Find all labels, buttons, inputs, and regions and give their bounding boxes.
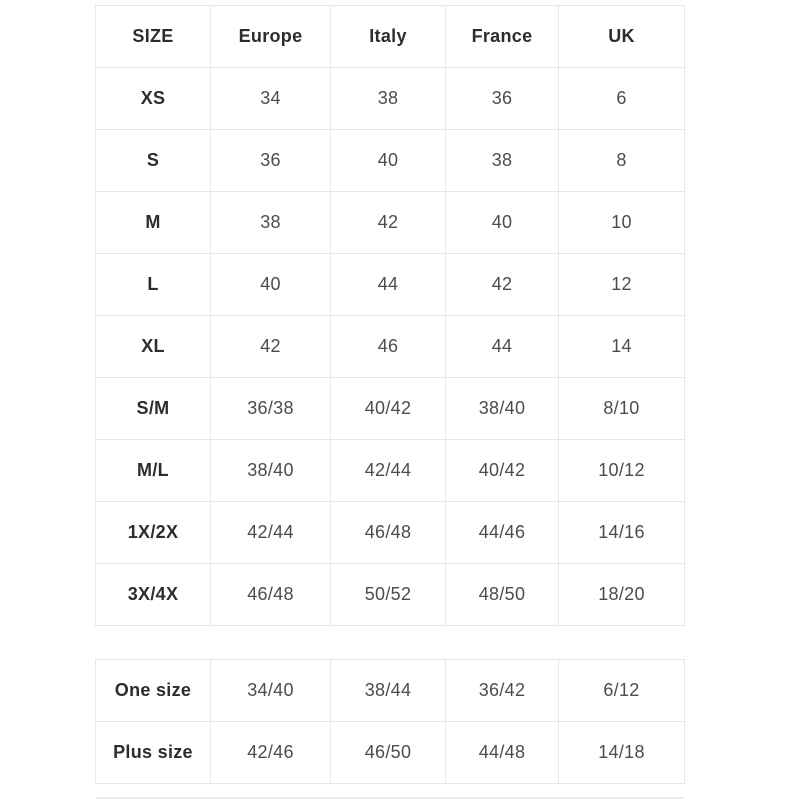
size-label-cell: L	[96, 254, 211, 316]
table-row	[96, 660, 685, 722]
size-value-cell: 8/10	[559, 378, 685, 440]
column-header-uk: UK	[559, 6, 685, 68]
size-value-cell: 38	[331, 68, 446, 130]
column-header-italy: Italy	[331, 6, 446, 68]
size-value-cell: 44/46	[446, 502, 559, 564]
size-value-cell: 14/16	[559, 502, 685, 564]
size-value-cell: 42	[211, 316, 331, 378]
size-value-cell: 42	[446, 254, 559, 316]
size-value-cell: 12	[559, 254, 685, 316]
size-value-cell: 46/50	[331, 722, 446, 784]
size-value-cell: 10	[559, 192, 685, 254]
table-row	[96, 192, 685, 254]
size-value-cell: 36	[446, 68, 559, 130]
special-sizes-table	[95, 659, 685, 784]
size-label-cell: 3X/4X	[96, 564, 211, 626]
size-label-cell: S/M	[96, 378, 211, 440]
size-value-cell: 34/40	[211, 660, 331, 722]
size-value-cell: 46/48	[331, 502, 446, 564]
size-label-cell: M	[96, 192, 211, 254]
size-value-cell: 46	[331, 316, 446, 378]
size-value-cell: 14/18	[559, 722, 685, 784]
size-value-cell: 38	[446, 130, 559, 192]
size-value-cell: 40	[211, 254, 331, 316]
size-conversion-chart	[95, 5, 684, 784]
column-header-size: SIZE	[96, 6, 211, 68]
table-header-row	[96, 6, 685, 68]
size-value-cell: 38/40	[446, 378, 559, 440]
size-conversion-table	[95, 5, 685, 626]
table-row	[96, 440, 685, 502]
size-value-cell: 46/48	[211, 564, 331, 626]
size-value-cell: 36/38	[211, 378, 331, 440]
size-value-cell: 44/48	[446, 722, 559, 784]
size-value-cell: 6/12	[559, 660, 685, 722]
table-row	[96, 254, 685, 316]
size-value-cell: 40/42	[446, 440, 559, 502]
size-value-cell: 38/40	[211, 440, 331, 502]
size-value-cell: 40/42	[331, 378, 446, 440]
size-value-cell: 44	[446, 316, 559, 378]
size-value-cell: 42/44	[331, 440, 446, 502]
size-value-cell: 48/50	[446, 564, 559, 626]
table-row	[96, 316, 685, 378]
size-value-cell: 10/12	[559, 440, 685, 502]
table-row	[96, 564, 685, 626]
size-value-cell: 36	[211, 130, 331, 192]
size-value-cell: 18/20	[559, 564, 685, 626]
table-row	[96, 68, 685, 130]
size-value-cell: 8	[559, 130, 685, 192]
size-value-cell: 14	[559, 316, 685, 378]
size-label-cell: S	[96, 130, 211, 192]
size-value-cell: 42/46	[211, 722, 331, 784]
size-label-cell: M/L	[96, 440, 211, 502]
table-row	[96, 130, 685, 192]
size-value-cell: 42	[331, 192, 446, 254]
size-value-cell: 40	[446, 192, 559, 254]
size-value-cell: 38/44	[331, 660, 446, 722]
table-row	[96, 722, 685, 784]
table-row	[96, 502, 685, 564]
size-value-cell: 40	[331, 130, 446, 192]
size-label-cell: Plus size	[96, 722, 211, 784]
size-value-cell: 38	[211, 192, 331, 254]
size-value-cell: 6	[559, 68, 685, 130]
size-value-cell: 34	[211, 68, 331, 130]
column-header-france: France	[446, 6, 559, 68]
size-value-cell: 36/42	[446, 660, 559, 722]
size-value-cell: 50/52	[331, 564, 446, 626]
size-value-cell: 44	[331, 254, 446, 316]
column-header-europe: Europe	[211, 6, 331, 68]
size-label-cell: 1X/2X	[96, 502, 211, 564]
size-label-cell: One size	[96, 660, 211, 722]
size-label-cell: XL	[96, 316, 211, 378]
size-value-cell: 42/44	[211, 502, 331, 564]
cutoff-element-divider	[95, 797, 684, 799]
size-label-cell: XS	[96, 68, 211, 130]
table-row	[96, 378, 685, 440]
